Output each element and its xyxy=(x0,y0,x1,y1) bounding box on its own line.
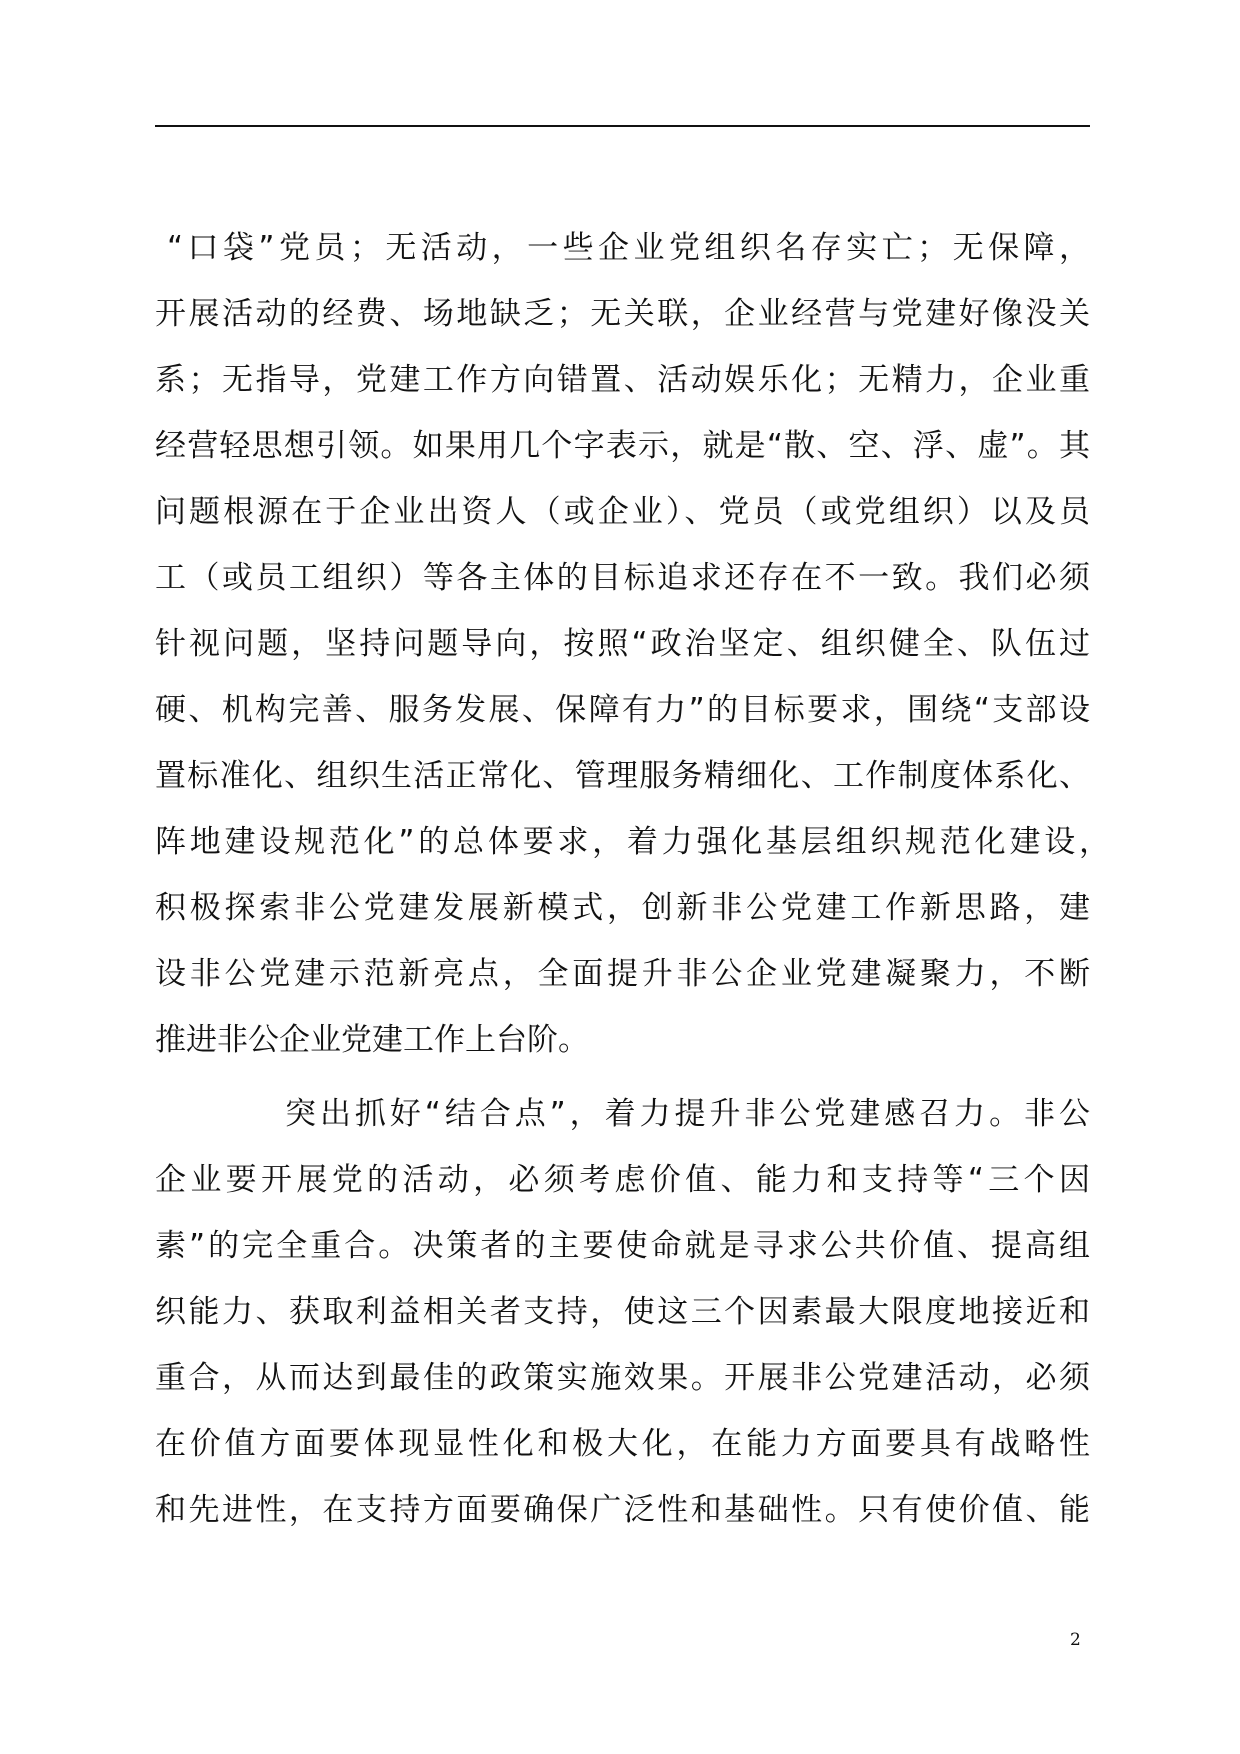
text-line: 针视问题，坚持问题导向，按照“政治坚定、组织健全、队伍过 xyxy=(155,626,1090,662)
text-line: 和先进性，在支持方面要确保广泛性和基础性。只有使价值、能 xyxy=(155,1492,1090,1528)
text-line: 开展活动的经费、场地缺乏；无关联，企业经营与党建好像没关 xyxy=(155,296,1090,332)
text-line: 推进非公企业党建工作上台阶。 xyxy=(155,1022,589,1058)
text-line: 硬、机构完善、服务发展、保障有力”的目标要求，围绕“支部设 xyxy=(155,692,1090,728)
text-line: 系；无指导，党建工作方向错置、活动娱乐化；无精力，企业重 xyxy=(155,362,1090,398)
text-line: 突出抓好“结合点”，着力提升非公党建感召力。非公 xyxy=(285,1096,1090,1132)
header-rule xyxy=(155,125,1090,127)
text-line: 设非公党建示范新亮点，全面提升非公企业党建凝聚力，不断 xyxy=(155,956,1090,992)
text-line: 阵地建设规范化”的总体要求，着力强化基层组织规范化建设， xyxy=(155,824,1110,860)
text-line: 重合，从而达到最佳的政策实施效果。开展非公党建活动，必须 xyxy=(155,1360,1090,1396)
page-number: 2 xyxy=(1070,1630,1081,1650)
text-line: 问题根源在于企业出资人（或企业）、党员（或党组织）以及员 xyxy=(155,494,1090,530)
text-line: “口袋”党员；无活动，一些企业党组织名存实亡；无保障， xyxy=(167,230,1090,266)
paragraph-2 xyxy=(155,1081,1090,1543)
text-line: 在价值方面要体现显性化和极大化，在能力方面要具有战略性 xyxy=(155,1426,1090,1462)
text-line: 企业要开展党的活动，必须考虑价值、能力和支持等“三个因 xyxy=(155,1162,1090,1198)
text-line: 素”的完全重合。决策者的主要使命就是寻求公共价值、提高组 xyxy=(155,1228,1090,1264)
paragraph-1 xyxy=(155,215,1110,1073)
text-line: 经营轻思想引领。如果用几个字表示，就是“散、空、浮、虚”。其 xyxy=(155,428,1090,464)
text-line: 积极探索非公党建发展新模式，创新非公党建工作新思路，建 xyxy=(155,890,1090,926)
paragraph-gap xyxy=(155,1073,1090,1081)
text-line: 工（或员工组织）等各主体的目标追求还存在不一致。我们必须 xyxy=(155,560,1090,596)
text-line: 织能力、获取利益相关者支持，使这三个因素最大限度地接近和 xyxy=(155,1294,1090,1330)
body-text xyxy=(155,215,1110,1543)
text-line: 置标准化、组织生活正常化、管理服务精细化、工作制度体系化、 xyxy=(155,758,1090,794)
